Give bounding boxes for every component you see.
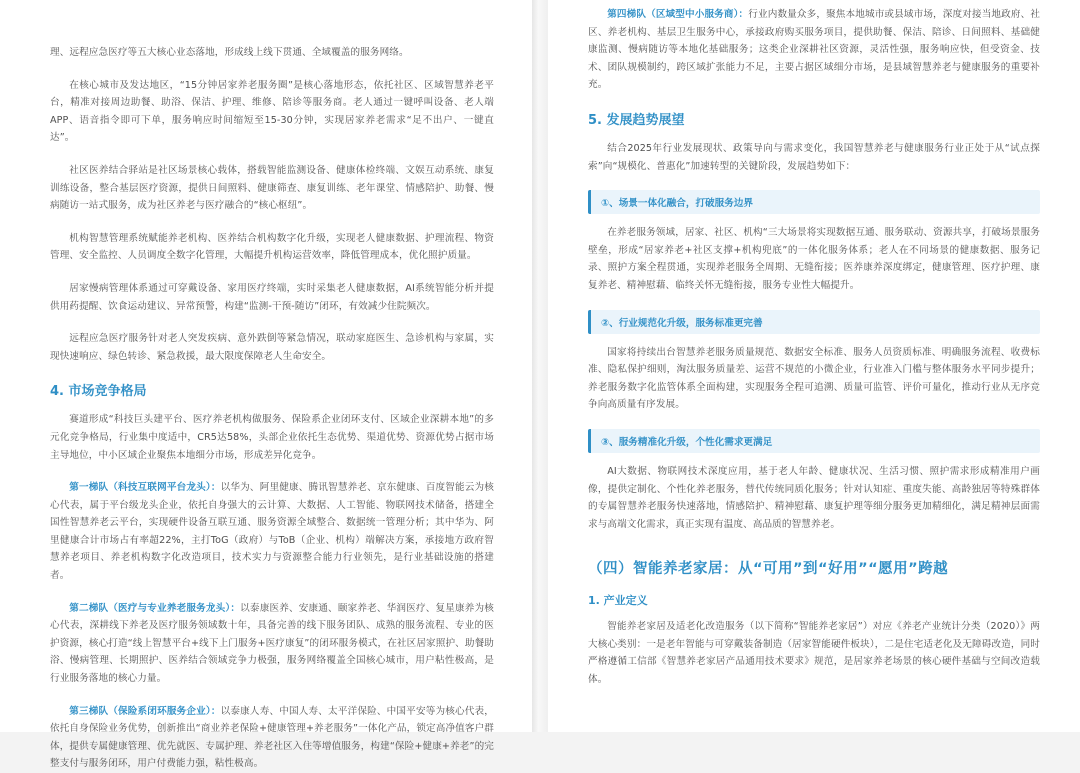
paragraph: 国家将持续出台智慧养老服务质量规范、数据安全标准、服务人员资质标准、明确服务流程、收费标准、隐私保护细则，淘汰服务质量差、运营不规范的小微企业，行业准入门槛与整体服务水平同步提升；养老服务数字化监管体系全面构建，实现服务全程可追溯、质量可监管、评价可量化，推动行业从无序竞争向高质量有序发展。 (588, 346, 1040, 411)
tier-label: 第二梯队（医疗与专业养老服务龙头）： (69, 602, 241, 614)
tier-paragraph (50, 600, 494, 688)
tier-label: 第三梯队（保险系闭环服务企业）： (69, 705, 221, 717)
paragraph: 社区医养结合驿站是社区场景核心载体，搭载智能监测设备、健康体检终端、文娱互动系统、康复训练设备，整合基层医疗资源，提供日间照料、健康筛查、康复训练、老年课堂、情感陪护、助餐、慢病随访一站式服务，成为社区养老与医疗融合的“核心枢纽”。 (50, 164, 494, 212)
trend-subheading: ③、服务精准化升级，个性化需求更满足 (588, 429, 1040, 453)
tier-text: 以泰康医养、安康通、颐家养老、华润医疗、复星康养为核心代表，深耕线下养老及医疗服务领域数十年，具备完善的线下服务团队、成熟的服务流程、专业的医护资源，核心打造“线上智慧平台+线下上门服务+医疗康复”的闭环服务模式，在社区居家照护、助餐助浴、慢病管理、长期照护、医养结合领域竞争力极强，服务网络覆盖全国核心城市，用户粘性极高，是行业服务落地的核心力量。 (50, 602, 494, 685)
right-page (548, 0, 1080, 732)
paragraph: 在养老服务领域，居家、社区、机构“三大场景将实现数据互通、服务联动、资源共享，打破场景服务壁垒，形成“居家养老+社区支撑+机构兜底”的一体化服务体系；老人在不同场景的健康数据、服务记录、照护方案全程贯通，实现养老服务全周期、无缝衔接；医养康养深度绑定，健康管理、医疗护理、康复养老、精神慰藉、临终关怀无缝衔接，服务专业性大幅提升。 (588, 227, 1040, 291)
section-heading-competition: 4. 市场竞争格局 (50, 384, 147, 400)
tier-text: 以泰康人寿、中国人寿、太平洋保险、中国平安等为核心代表，依托自身保险业务优势，创新推出“商业养老保险+健康管理+养老服务”一体化产品，锁定高净值客户群体，提供专属健康管理、优先就医、专属护理、养老社区入住等增值服务，构建“保险+健康+养老”的完整支付与服务闭环，用户付费能力强，粘性极高。 (50, 705, 494, 770)
paragraph: 远程应急医疗服务针对老人突发疾病、意外跌倒等紧急情况，联动家庭医生、急诊机构与家属，实现快速响应、绿色转诊、紧急救援，最大限度保障老人生命安全。 (50, 333, 494, 362)
book-gutter (532, 0, 548, 732)
tier-paragraph (50, 479, 494, 585)
tier-paragraph (50, 703, 494, 773)
paragraph: 在核心城市及发达地区，“15分钟居家养老服务圈”是核心落地形态，依托社区、区域智慧养老平台，精准对接周边助餐、助浴、保洁、护理、维修、陪诊等服务商。老人通过一键呼叫设备、老人端APP、语音指令即可下单，服务响应时间缩短至15-30分钟，实现居家养老需求“足不出户、一键直达”。 (50, 79, 494, 144)
tier-text: 以华为、阿里健康、腾讯智慧养老、京东健康、百度智能云为核心代表，属于平台级龙头企业，依托自身强大的云计算、大数据、人工智能、物联网技术储备，搭建全国性智慧养老云平台，实现硬件设备互联互通、服务资源全域整合、数据统一管理分析；其中华为、阿里健康合计市场占有率超22%，主打ToG（政府）与ToB（企业、机构）端解决方案，承接地方政府智慧养老项目、养老机构数字化改造项目，技术实力与资源整合能力行业领先，是行业基础设施的搭建者。 (50, 482, 494, 582)
tier-paragraph (588, 6, 1040, 94)
paragraph: 居家慢病管理体系通过可穿戴设备、家用医疗终端，实时采集老人健康数据，AI系统智能分析并提供用药提醒、饮食运动建议、异常预警，构建“监测-干预-随访”闭环，有效减少住院频次。 (50, 282, 494, 312)
chapter-heading-smart-home: （四）智能养老家居：从“可用”到“好用”“愿用”跨越 (588, 561, 949, 578)
paragraph: 理、远程应急医疗等五大核心业态落地，形成线上线下贯通、全域覆盖的服务网络。 (50, 47, 409, 58)
paragraph: 机构智慧管理系统赋能养老机构、医养结合机构数字化升级，实现老人健康数据、护理流程、物资管理、安全监控、人员调度全数字化管理，大幅提升机构运营效率，降低管理成本，优化照护质量。 (50, 232, 494, 262)
paragraph: AI大数据、物联网技术深度应用，基于老人年龄、健康状况、生活习惯、照护需求形成精准用户画像，提供定制化、个性化养老服务，替代传统同质化服务；针对认知症、重度失能、高龄独居等特殊群体的专属智慧养老服务快速落地，情感陪护、精神慰藉、康复护理等细分服务更加精细化，满足精神层面需求与高端文化需求，真正实现有温度、高品质的智慧养老。 (588, 465, 1040, 530)
paragraph: 赛道形成“科技巨头建平台、医疗养老机构做服务、保险系企业闭环支付、区域企业深耕本地”的多元化竞争格局，行业集中度适中，CR5达58%，头部企业依托生态优势、渠道优势、资源优势占据市场主导地位，中小区域企业聚焦本地细分市场，形成差异化竞争。 (50, 414, 494, 461)
tier-label: 第一梯队（科技互联网平台龙头）： (69, 482, 221, 494)
paragraph: 结合2025年行业发展现状、政策导向与需求变化，我国智慧养老与健康服务行业正处于从“试点探索”向“规模化、普惠化”加速转型的关键阶段，发展趋势如下： (588, 142, 1040, 172)
left-page (0, 0, 532, 770)
paragraph: 智能养老家居及适老化改造服务（以下简称“智能养老家居”）对应《养老产业统计分类（2020）》两大核心类别：一是老年智能与可穿戴装备制造（居家智能硬件板块），二是住宅适老化及无障碍改造，同时严格遵循工信部《智慧养老家居产品通用技术要求》规范，是居家养老场景的核心硬件基础与空间改造载体。 (588, 621, 1040, 686)
trend-subheading: ②、行业规范化升级，服务标准更完善 (588, 310, 1040, 334)
tier-text: 行业内数量众多，聚焦本地城市或县域市场，深度对接当地政府、社区、养老机构、基层卫生服务中心，承接政府购买服务项目，提供助餐、保洁、陪诊、日间照料、基础健康监测、慢病随访等本地化基础服务；这类企业深耕社区资源，灵活性强，服务响应快，但受资金、技术、团队规模制约，跨区域扩张能力不足，主要占据区域细分市场，是县域智慧养老与健康服务的重要补充。 (588, 9, 1041, 91)
subsection-heading-definition: 1. 产业定义 (588, 594, 648, 608)
section-heading-trends: 5. 发展趋势展望 (588, 112, 685, 128)
trend-subheading: ①、场景一体化融合，打破服务边界 (588, 190, 1040, 214)
tier-label: 第四梯队（区域型中小服务商）： (607, 9, 749, 20)
